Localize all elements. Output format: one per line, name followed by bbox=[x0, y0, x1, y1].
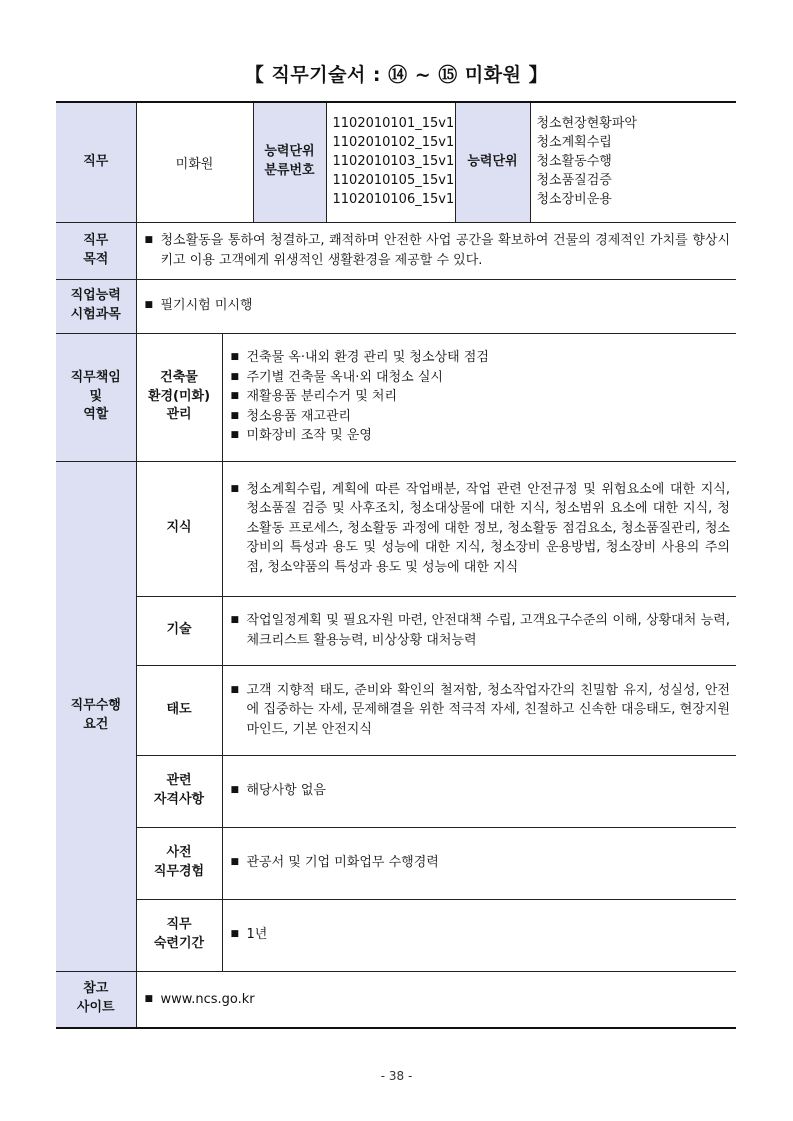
unit-list bbox=[530, 102, 736, 222]
attitude-content bbox=[222, 665, 736, 755]
period-content bbox=[222, 899, 736, 971]
exam-text: ■ 필기시험 미시행 bbox=[143, 296, 731, 316]
unit-item: 청소계획수립 bbox=[536, 134, 612, 150]
skill-label: 기술 bbox=[136, 596, 222, 665]
unit-code-label bbox=[253, 102, 326, 222]
exam-label bbox=[56, 279, 136, 333]
job-label: 직무 bbox=[56, 102, 136, 222]
period-text: ■ 1년 bbox=[229, 925, 731, 945]
experience-text: ■ 관공서 및 기업 미화업무 수행경력 bbox=[229, 853, 731, 873]
unit-code: 1102010102_15v1 bbox=[332, 134, 455, 150]
duty-item: ■ 청소용품 재고관리 bbox=[229, 407, 731, 427]
cert-text: ■ 해당사항 없음 bbox=[229, 781, 731, 801]
attitude-text: ■ 고객 지향적 태도, 준비와 확인의 철저함, 청소작업자간의 친밀함 유지, 성실성, 안전에 집중하는 자세, 문제해결을 위한 적극적 자세, 친절하고 신속한 대응태도, 현장지원 마인드, 기본 안전지식 bbox=[229, 681, 731, 740]
unit-label: 능력단위 bbox=[455, 102, 530, 222]
job-description-table bbox=[56, 101, 736, 1029]
purpose-row bbox=[56, 222, 736, 279]
knowledge-label: 지식 bbox=[136, 461, 222, 596]
duty-item: ■ 건축물 옥·내외 환경 관리 및 청소상태 점검 bbox=[229, 348, 731, 368]
exam-content bbox=[136, 279, 736, 333]
unit-code: 1102010101_15v1 bbox=[332, 116, 455, 132]
unit-code: 1102010106_15v1 bbox=[332, 191, 455, 207]
unit-code: 1102010103_15v1 bbox=[332, 153, 455, 169]
skill-row bbox=[56, 596, 736, 665]
exam-row bbox=[56, 279, 736, 333]
reference-row bbox=[56, 971, 736, 1028]
duty-content bbox=[222, 333, 736, 461]
duty-row bbox=[56, 333, 736, 461]
unit-item: 청소활동수행 bbox=[536, 153, 612, 169]
job-value: 미화원 bbox=[136, 102, 253, 222]
requirements-label bbox=[56, 461, 136, 971]
reference-link[interactable]: ■ www.ncs.go.kr bbox=[143, 990, 731, 1010]
period-row bbox=[56, 899, 736, 971]
cert-content bbox=[222, 755, 736, 827]
purpose-text: ■ 청소활동을 통하여 청결하고, 쾌적하며 안전한 사업 공간을 확보하여 건물의 경제적인 가치를 향상시키고 이용 고객에게 위생적인 생활환경을 제공할 수 있다. bbox=[143, 231, 731, 270]
duty-item: ■ 재활용품 분리수거 및 처리 bbox=[229, 387, 731, 407]
unit-code: 1102010105_15v1 bbox=[332, 172, 455, 188]
cert-row bbox=[56, 755, 736, 827]
cert-label bbox=[136, 755, 222, 827]
reference-label-text: 참고 사이트 bbox=[76, 981, 115, 1016]
job-row bbox=[56, 102, 736, 222]
duty-label bbox=[56, 333, 136, 461]
duty-sub-label-text: 건축물 환경(미화) 관리 bbox=[147, 369, 211, 423]
purpose-content bbox=[136, 222, 736, 279]
duty-item: ■ 미화장비 조작 및 운영 bbox=[229, 426, 731, 446]
attitude-label: 태도 bbox=[136, 665, 222, 755]
experience-label-text: 사전 직무경험 bbox=[153, 845, 205, 879]
skill-content bbox=[222, 596, 736, 665]
requirements-label-text: 직무수행 요건 bbox=[70, 698, 121, 732]
unit-item: 청소현장현황파악 bbox=[536, 116, 637, 132]
attitude-row bbox=[56, 665, 736, 755]
reference-content bbox=[136, 971, 736, 1028]
page-title: 【 직무기술서 : ⑭ ~ ⑮ 미화원 】 bbox=[244, 64, 549, 86]
purpose-label bbox=[56, 222, 136, 279]
unit-item: 청소품질검증 bbox=[536, 172, 612, 188]
unit-code-list bbox=[326, 102, 455, 222]
page-number: - 38 - bbox=[380, 1069, 413, 1083]
skill-text: ■ 작업일정계획 및 필요자원 마련, 안전대책 수립, 고객요구수준의 이해, 상황대처 능력, 체크리스트 활용능력, 비상상황 대처능력 bbox=[229, 611, 731, 650]
experience-row bbox=[56, 827, 736, 899]
period-label-text: 직무 숙련기간 bbox=[153, 917, 205, 951]
period-label bbox=[136, 899, 222, 971]
knowledge-row bbox=[56, 461, 736, 596]
experience-label bbox=[136, 827, 222, 899]
duty-sub-label bbox=[136, 333, 222, 461]
duty-list bbox=[229, 348, 731, 446]
cert-label-text: 관련 자격사항 bbox=[153, 773, 205, 807]
experience-content bbox=[222, 827, 736, 899]
unit-code-label-text: 능력단위 분류번호 bbox=[264, 144, 315, 179]
duty-item: ■ 주기별 건축물 옥내·외 대청소 실시 bbox=[229, 368, 731, 388]
exam-label-text: 직업능력 시험과목 bbox=[70, 288, 121, 322]
reference-label bbox=[56, 971, 136, 1028]
purpose-label-text: 직무 목적 bbox=[83, 232, 109, 267]
unit-item: 청소장비운용 bbox=[536, 191, 612, 207]
knowledge-text: ■ 청소계획수립, 계획에 따른 작업배분, 작업 관련 안전규정 및 위험요소에 대한 지식, 청소품질 검증 및 사후조치, 청소대상물에 대한 지식, 청소범위 요소에 대한 지식, 청소활동 프로세스, 청소활동 과정에 대한 정보, 청소활동 점검요소, 청소품질관리, 청소장비의 특성과 용도 및 성능에 대한 지식, 청소장비 운용방법, 청소장비 사용의 주의점, 청소약품의 특성과 용도 및 성능에 대한 지식 bbox=[229, 480, 731, 578]
knowledge-content bbox=[222, 461, 736, 596]
duty-label-text: 직무책임 및 역할 bbox=[70, 369, 121, 423]
